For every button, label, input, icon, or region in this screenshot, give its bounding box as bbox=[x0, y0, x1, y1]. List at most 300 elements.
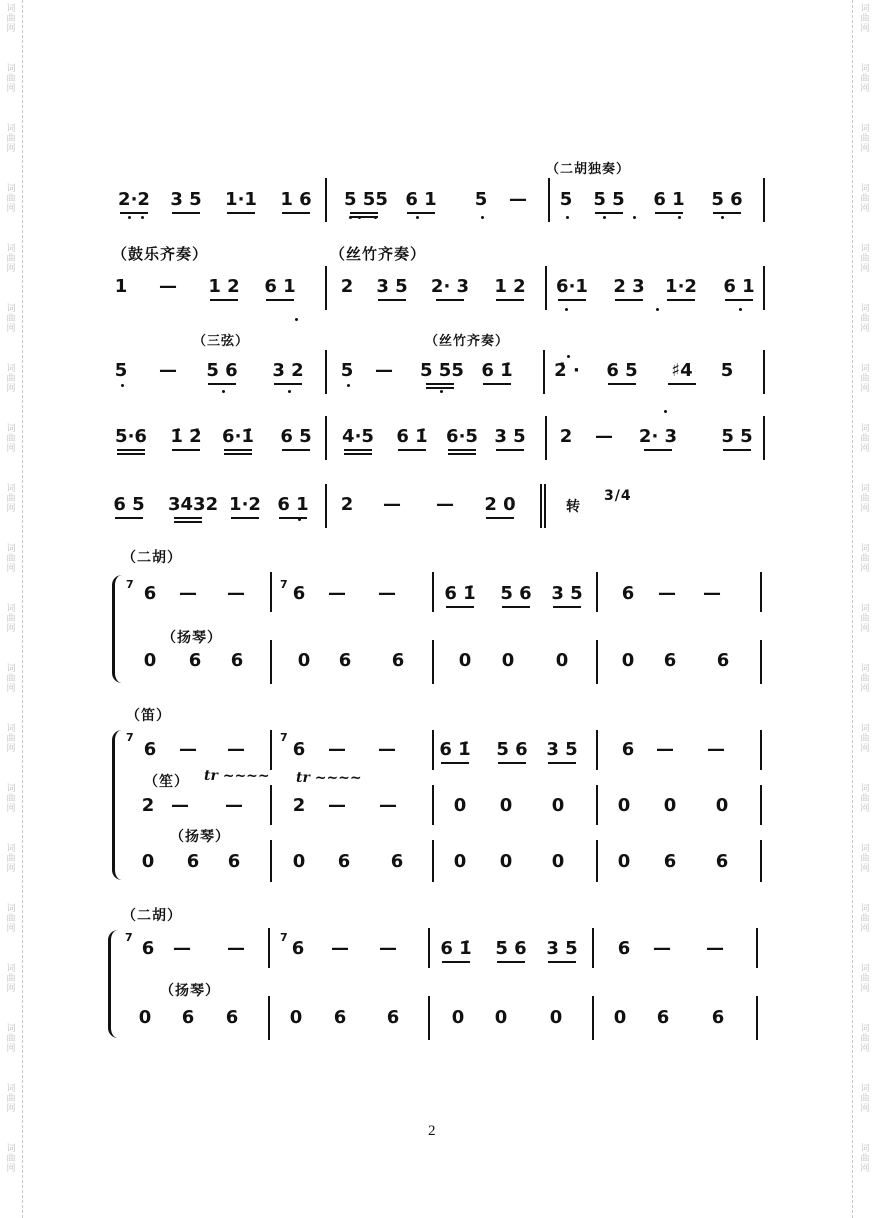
margin-watermark-text: 词 曲 网 bbox=[6, 484, 16, 514]
label-sizhu-qizou-2: （丝竹齐奏） bbox=[425, 334, 510, 349]
jianpu-note: 1̇ 2̇ bbox=[170, 426, 202, 447]
jianpu-note: 0 bbox=[289, 1007, 303, 1028]
octave-dot bbox=[288, 390, 291, 393]
jianpu-note: — bbox=[509, 189, 527, 210]
jianpu-note: 1 6 bbox=[280, 189, 312, 210]
beam-line bbox=[558, 299, 586, 301]
margin-watermark-text: 词 曲 网 bbox=[860, 844, 870, 874]
jianpu-note: 1·1 bbox=[225, 189, 257, 210]
jianpu-note: 6 bbox=[333, 1007, 347, 1028]
beam-line bbox=[117, 453, 145, 455]
label-zhuan: 转 bbox=[566, 499, 581, 515]
beam-line bbox=[595, 212, 623, 214]
beam-line bbox=[442, 961, 470, 963]
bar-line bbox=[592, 928, 594, 968]
margin-watermark-text: 词 曲 网 bbox=[860, 484, 870, 514]
margin-watermark-text: 词 曲 网 bbox=[6, 1144, 16, 1174]
bar-line bbox=[428, 996, 430, 1040]
beam-line bbox=[407, 212, 435, 214]
grace-note: 7 bbox=[280, 931, 288, 944]
beam-line bbox=[548, 961, 576, 963]
jianpu-note: 0 bbox=[499, 795, 513, 816]
bar-line bbox=[596, 730, 598, 770]
octave-dot bbox=[128, 216, 131, 219]
bar-line bbox=[763, 350, 765, 394]
left-margin-rule bbox=[22, 0, 23, 1218]
beam-line bbox=[344, 453, 372, 455]
octave-dot bbox=[440, 390, 443, 393]
beam-line bbox=[668, 383, 696, 385]
jianpu-note: 1 2 bbox=[208, 276, 240, 297]
octave-dot bbox=[664, 410, 667, 413]
jianpu-note: 4·5 bbox=[342, 426, 374, 447]
beam-line bbox=[224, 449, 252, 451]
margin-watermark-text: 词 曲 网 bbox=[860, 244, 870, 274]
jianpu-note: 6 bbox=[621, 583, 635, 604]
beam-line bbox=[426, 387, 454, 389]
beam-line bbox=[279, 517, 307, 519]
jianpu-note: 6 1 bbox=[723, 276, 755, 297]
margin-watermark-text: 词 曲 网 bbox=[6, 904, 16, 934]
jianpu-note: 3 5 bbox=[376, 276, 408, 297]
jianpu-note: — bbox=[656, 739, 674, 760]
jianpu-note: ♯4 bbox=[671, 360, 693, 381]
jianpu-note: — bbox=[328, 739, 346, 760]
margin-watermark-text: 词 曲 网 bbox=[860, 1084, 870, 1114]
right-margin-rule bbox=[852, 0, 853, 1218]
jianpu-note: — bbox=[225, 795, 243, 816]
jianpu-note: — bbox=[436, 494, 454, 515]
jianpu-note: 2 0 bbox=[484, 494, 516, 515]
jianpu-note: — bbox=[159, 276, 177, 297]
beam-line bbox=[117, 449, 145, 451]
beam-line bbox=[553, 606, 581, 608]
jianpu-note: 6 5 bbox=[606, 360, 638, 381]
trill-text: tr bbox=[204, 768, 218, 784]
bar-line bbox=[270, 572, 272, 612]
jianpu-note: 0 bbox=[292, 851, 306, 872]
margin-watermark-text: 词 曲 网 bbox=[6, 1024, 16, 1054]
octave-dot bbox=[295, 318, 298, 321]
jianpu-note: — bbox=[179, 583, 197, 604]
beam-line bbox=[655, 212, 683, 214]
beam-line bbox=[725, 299, 753, 301]
jianpu-note: — bbox=[706, 938, 724, 959]
label-erhu-1: （二胡） bbox=[122, 550, 182, 566]
jianpu-note: — bbox=[595, 426, 613, 447]
jianpu-note: 5·6 bbox=[115, 426, 147, 447]
jianpu-note: 6 1 bbox=[405, 189, 437, 210]
grace-note: 7 bbox=[280, 578, 288, 591]
bar-line bbox=[544, 484, 546, 528]
jianpu-note: 0 bbox=[549, 1007, 563, 1028]
margin-watermark-text: 词 曲 网 bbox=[860, 544, 870, 574]
bar-line bbox=[760, 730, 762, 770]
label-di: （笛） bbox=[126, 708, 171, 724]
beam-line bbox=[174, 517, 202, 519]
beam-line bbox=[548, 762, 576, 764]
bar-line bbox=[545, 416, 547, 460]
jianpu-note: — bbox=[227, 938, 245, 959]
beam-line bbox=[174, 521, 202, 523]
bar-line bbox=[270, 840, 272, 882]
jianpu-note: — bbox=[378, 739, 396, 760]
jianpu-note: 6 bbox=[656, 1007, 670, 1028]
jianpu-note: 2 bbox=[292, 795, 306, 816]
margin-watermark-text: 词 曲 网 bbox=[6, 244, 16, 274]
beam-line bbox=[486, 517, 514, 519]
jianpu-note: — bbox=[179, 739, 197, 760]
trill-mark-1: tr ~~~~ bbox=[204, 768, 270, 784]
margin-watermark-text: 词 曲 网 bbox=[860, 304, 870, 334]
bar-line bbox=[596, 840, 598, 882]
jianpu-note: — bbox=[227, 583, 245, 604]
label-yangqin-3: （扬琴） bbox=[160, 983, 220, 999]
bar-line bbox=[763, 178, 765, 222]
jianpu-note: 2 3 bbox=[613, 276, 645, 297]
octave-dot bbox=[633, 216, 636, 219]
bar-line bbox=[760, 572, 762, 612]
beam-line bbox=[282, 449, 310, 451]
octave-dot bbox=[358, 216, 361, 219]
beam-line bbox=[496, 449, 524, 451]
jianpu-note: 6 5 bbox=[113, 494, 145, 515]
jianpu-note: 6 1̇ bbox=[444, 583, 476, 604]
beam-line bbox=[448, 449, 476, 451]
bar-line bbox=[432, 572, 434, 612]
beam-line bbox=[172, 212, 200, 214]
margin-watermark-text: 词 曲 网 bbox=[6, 1084, 16, 1114]
jianpu-note: 5 5 bbox=[721, 426, 753, 447]
label-yangqin-2: （扬琴） bbox=[170, 829, 230, 845]
jianpu-note: 6 1̇ bbox=[481, 360, 513, 381]
beam-line bbox=[446, 606, 474, 608]
octave-dot bbox=[678, 216, 681, 219]
beam-line bbox=[608, 383, 636, 385]
beam-line bbox=[723, 449, 751, 451]
label-sheng: （笙） bbox=[144, 774, 189, 790]
jianpu-note: — bbox=[383, 494, 401, 515]
octave-dot bbox=[603, 216, 606, 219]
jianpu-note: 1 2 bbox=[494, 276, 526, 297]
jianpu-note: 0 bbox=[555, 650, 569, 671]
beam-line bbox=[667, 299, 695, 301]
bar-line bbox=[428, 928, 430, 968]
beam-line bbox=[398, 449, 426, 451]
bar-line bbox=[545, 266, 547, 310]
jianpu-note: 6 bbox=[663, 851, 677, 872]
jianpu-note: 2· 3 bbox=[638, 426, 678, 447]
bar-line bbox=[325, 484, 327, 528]
jianpu-note: 0 bbox=[453, 795, 467, 816]
jianpu-note: 0 bbox=[494, 1007, 508, 1028]
beam-line bbox=[496, 299, 524, 301]
jianpu-note: — bbox=[653, 938, 671, 959]
beam-line bbox=[483, 383, 511, 385]
jianpu-note: 5 bbox=[474, 189, 488, 210]
margin-watermark-text: 词 曲 网 bbox=[860, 124, 870, 154]
jianpu-note: 6 bbox=[225, 1007, 239, 1028]
jianpu-note: 5 bbox=[559, 189, 573, 210]
bar-line bbox=[763, 416, 765, 460]
margin-watermark-text: 词 曲 网 bbox=[6, 304, 16, 334]
jianpu-note: 3 5 bbox=[170, 189, 202, 210]
margin-watermark-text: 词 曲 网 bbox=[6, 664, 16, 694]
trill-text: tr bbox=[296, 770, 310, 786]
system-brace-2 bbox=[112, 730, 125, 880]
jianpu-note: 6·5 bbox=[446, 426, 478, 447]
bar-line bbox=[325, 416, 327, 460]
page-number: 2 bbox=[428, 1123, 436, 1139]
jianpu-note: — bbox=[331, 938, 349, 959]
jianpu-note: 6 bbox=[230, 650, 244, 671]
bar-line bbox=[760, 840, 762, 882]
bar-line bbox=[540, 484, 542, 528]
beam-line bbox=[350, 212, 378, 214]
bar-line bbox=[325, 266, 327, 310]
margin-watermark-text: 词 曲 网 bbox=[6, 184, 16, 214]
margin-watermark-text: 词 曲 网 bbox=[860, 184, 870, 214]
octave-dot bbox=[739, 308, 742, 311]
octave-dot bbox=[222, 390, 225, 393]
jianpu-note: 6 bbox=[617, 938, 631, 959]
jianpu-note: 0 bbox=[458, 650, 472, 671]
jianpu-note: 5 6 bbox=[496, 739, 528, 760]
bar-line bbox=[543, 350, 545, 394]
bar-line bbox=[596, 785, 598, 825]
jianpu-note: 2· 3 bbox=[430, 276, 470, 297]
bar-line bbox=[268, 928, 270, 968]
jianpu-note: — bbox=[658, 583, 676, 604]
jianpu-note: 5 bbox=[114, 360, 128, 381]
bar-line bbox=[268, 996, 270, 1040]
jianpu-note: 0 bbox=[613, 1007, 627, 1028]
octave-dot bbox=[121, 384, 124, 387]
bar-line bbox=[325, 178, 327, 222]
beam-line bbox=[120, 212, 148, 214]
jianpu-note: 5 6 bbox=[206, 360, 238, 381]
jianpu-note: 5 bbox=[340, 360, 354, 381]
jianpu-note: — bbox=[159, 360, 177, 381]
label-sanxian: （三弦） bbox=[193, 334, 250, 349]
jianpu-note: 5 6 bbox=[711, 189, 743, 210]
meter-change: 3/4 bbox=[604, 488, 632, 504]
jianpu-note: 0 bbox=[138, 1007, 152, 1028]
label-sizhu-qizou-1: （丝竹齐奏） bbox=[330, 245, 427, 263]
jianpu-note: — bbox=[378, 583, 396, 604]
octave-dot bbox=[567, 355, 570, 358]
jianpu-note: 0 bbox=[297, 650, 311, 671]
jianpu-note: 3 5 bbox=[551, 583, 583, 604]
margin-watermark-text: 词 曲 网 bbox=[6, 544, 16, 574]
margin-watermark-text: 词 曲 网 bbox=[860, 664, 870, 694]
jianpu-note: — bbox=[227, 739, 245, 760]
jianpu-note: 6 bbox=[386, 1007, 400, 1028]
beam-line bbox=[266, 299, 294, 301]
jianpu-note: 0 bbox=[143, 650, 157, 671]
jianpu-note: — bbox=[379, 795, 397, 816]
jianpu-note: 3 5 bbox=[546, 739, 578, 760]
octave-dot bbox=[481, 216, 484, 219]
jianpu-note: 0 bbox=[453, 851, 467, 872]
bar-line bbox=[270, 785, 272, 825]
margin-watermark-text: 词 曲 网 bbox=[6, 4, 16, 34]
margin-watermark-text: 词 曲 网 bbox=[6, 844, 16, 874]
margin-watermark-text: 词 曲 网 bbox=[860, 1024, 870, 1054]
jianpu-note: 6·1̇ bbox=[222, 426, 254, 447]
beam-line bbox=[224, 453, 252, 455]
beam-line bbox=[713, 212, 741, 214]
margin-watermark-text: 词 曲 网 bbox=[6, 124, 16, 154]
jianpu-note: 0 bbox=[501, 650, 515, 671]
octave-dot bbox=[566, 216, 569, 219]
margin-watermark-text: 词 曲 网 bbox=[6, 964, 16, 994]
margin-watermark-text: 词 曲 网 bbox=[6, 424, 16, 454]
jianpu-note: — bbox=[375, 360, 393, 381]
jianpu-note: 0 bbox=[551, 795, 565, 816]
bar-line bbox=[756, 928, 758, 968]
jianpu-note: 0 bbox=[499, 851, 513, 872]
margin-watermark-text: 词 曲 网 bbox=[860, 424, 870, 454]
jianpu-note: 6 5 bbox=[280, 426, 312, 447]
jianpu-note: 2 bbox=[340, 494, 354, 515]
jianpu-note: 6·1 bbox=[556, 276, 588, 297]
jianpu-note: — bbox=[703, 583, 721, 604]
jianpu-note: 0 bbox=[617, 795, 631, 816]
beam-line bbox=[210, 299, 238, 301]
trill-mark-2: tr ~~~~ bbox=[296, 770, 362, 786]
system-brace-3 bbox=[108, 930, 121, 1038]
label-guyue-qizou: （鼓乐齐奏） bbox=[112, 245, 209, 263]
jianpu-note: 6 1 bbox=[277, 494, 309, 515]
beam-line bbox=[282, 212, 310, 214]
octave-dot bbox=[374, 216, 377, 219]
beam-line bbox=[448, 453, 476, 455]
jianpu-note: 6 bbox=[141, 938, 155, 959]
octave-dot bbox=[349, 216, 352, 219]
jianpu-note: 1·2 bbox=[229, 494, 261, 515]
octave-dot bbox=[141, 216, 144, 219]
beam-line bbox=[497, 961, 525, 963]
grace-note: 7 bbox=[125, 931, 133, 944]
margin-watermark-text: 词 曲 网 bbox=[860, 964, 870, 994]
jianpu-note: 6 1̇ bbox=[396, 426, 428, 447]
beam-line bbox=[231, 517, 259, 519]
bar-line bbox=[592, 996, 594, 1040]
margin-watermark-text: 词 曲 网 bbox=[860, 64, 870, 94]
margin-watermark-text: 词 曲 网 bbox=[860, 784, 870, 814]
jianpu-note: 6 1 bbox=[653, 189, 685, 210]
octave-dot bbox=[565, 308, 568, 311]
jianpu-note: 3 2 bbox=[272, 360, 304, 381]
margin-watermark-text: 词 曲 网 bbox=[6, 784, 16, 814]
grace-note: 7 bbox=[126, 731, 134, 744]
jianpu-note: 0 bbox=[617, 851, 631, 872]
jianpu-note: 6 bbox=[292, 739, 306, 760]
beam-line bbox=[172, 449, 200, 451]
beam-line bbox=[615, 299, 643, 301]
bar-line bbox=[270, 730, 272, 770]
jianpu-note: 6 bbox=[227, 851, 241, 872]
jianpu-note: 6 1 bbox=[264, 276, 296, 297]
jianpu-note: 3432 bbox=[168, 494, 219, 515]
margin-watermark-text: 词 曲 网 bbox=[860, 724, 870, 754]
beam-line bbox=[378, 299, 406, 301]
jianpu-note: 6 bbox=[663, 650, 677, 671]
bar-line bbox=[548, 178, 550, 222]
jianpu-note: — bbox=[379, 938, 397, 959]
bar-line bbox=[760, 785, 762, 825]
jianpu-note: — bbox=[707, 739, 725, 760]
jianpu-note: 3 5 bbox=[546, 938, 578, 959]
beam-line bbox=[441, 762, 469, 764]
bar-line bbox=[596, 572, 598, 612]
jianpu-note: 3 5 bbox=[494, 426, 526, 447]
margin-watermark-text: 词 曲 网 bbox=[860, 1144, 870, 1174]
jianpu-note: 2 bbox=[141, 795, 155, 816]
jianpu-note: 2̇ · bbox=[554, 360, 580, 381]
margin-watermark-text: 词 曲 网 bbox=[6, 604, 16, 634]
jianpu-note: 0 bbox=[621, 650, 635, 671]
jianpu-note: 6 bbox=[621, 739, 635, 760]
bar-line bbox=[760, 640, 762, 684]
jianpu-note: 6 bbox=[337, 851, 351, 872]
bar-line bbox=[432, 640, 434, 684]
beam-line bbox=[274, 383, 302, 385]
octave-dot bbox=[347, 384, 350, 387]
beam-line bbox=[115, 517, 143, 519]
margin-watermark-text: 词 曲 网 bbox=[860, 604, 870, 634]
beam-line bbox=[644, 449, 672, 451]
label-erhu-solo: （二胡独奏） bbox=[546, 162, 631, 177]
jianpu-note: 6 bbox=[186, 851, 200, 872]
octave-dot bbox=[416, 216, 419, 219]
grace-note: 7 bbox=[280, 731, 288, 744]
jianpu-note: 1·2 bbox=[665, 276, 697, 297]
jianpu-note: 6 bbox=[716, 650, 730, 671]
jianpu-note: 6 bbox=[715, 851, 729, 872]
bar-line bbox=[432, 785, 434, 825]
jianpu-note: 0 bbox=[663, 795, 677, 816]
beam-line bbox=[498, 762, 526, 764]
jianpu-note: 1 bbox=[114, 276, 128, 297]
margin-watermark-text: 词 曲 网 bbox=[860, 904, 870, 934]
beam-line bbox=[426, 383, 454, 385]
octave-dot bbox=[656, 308, 659, 311]
jianpu-note: 6 bbox=[711, 1007, 725, 1028]
jianpu-note: 6 bbox=[143, 583, 157, 604]
beam-line bbox=[227, 212, 255, 214]
jianpu-note: 5 55 bbox=[344, 189, 388, 210]
jianpu-note: — bbox=[171, 795, 189, 816]
bar-line bbox=[432, 840, 434, 882]
jianpu-note: 5 5 bbox=[593, 189, 625, 210]
jianpu-note: 2·2 bbox=[118, 189, 150, 210]
margin-watermark-text: 词 曲 网 bbox=[6, 364, 16, 394]
jianpu-note: 6 bbox=[292, 583, 306, 604]
margin-watermark-text: 词 曲 网 bbox=[6, 724, 16, 754]
bar-line bbox=[432, 730, 434, 770]
jianpu-note: — bbox=[328, 583, 346, 604]
jianpu-note: 6 bbox=[181, 1007, 195, 1028]
jianpu-note: 0 bbox=[141, 851, 155, 872]
jianpu-note: 6 1̇ bbox=[440, 938, 472, 959]
beam-line bbox=[344, 449, 372, 451]
jianpu-note: 0 bbox=[451, 1007, 465, 1028]
jianpu-note: 6 bbox=[188, 650, 202, 671]
margin-watermark-text: 词 曲 网 bbox=[860, 4, 870, 34]
jianpu-note: 0 bbox=[715, 795, 729, 816]
